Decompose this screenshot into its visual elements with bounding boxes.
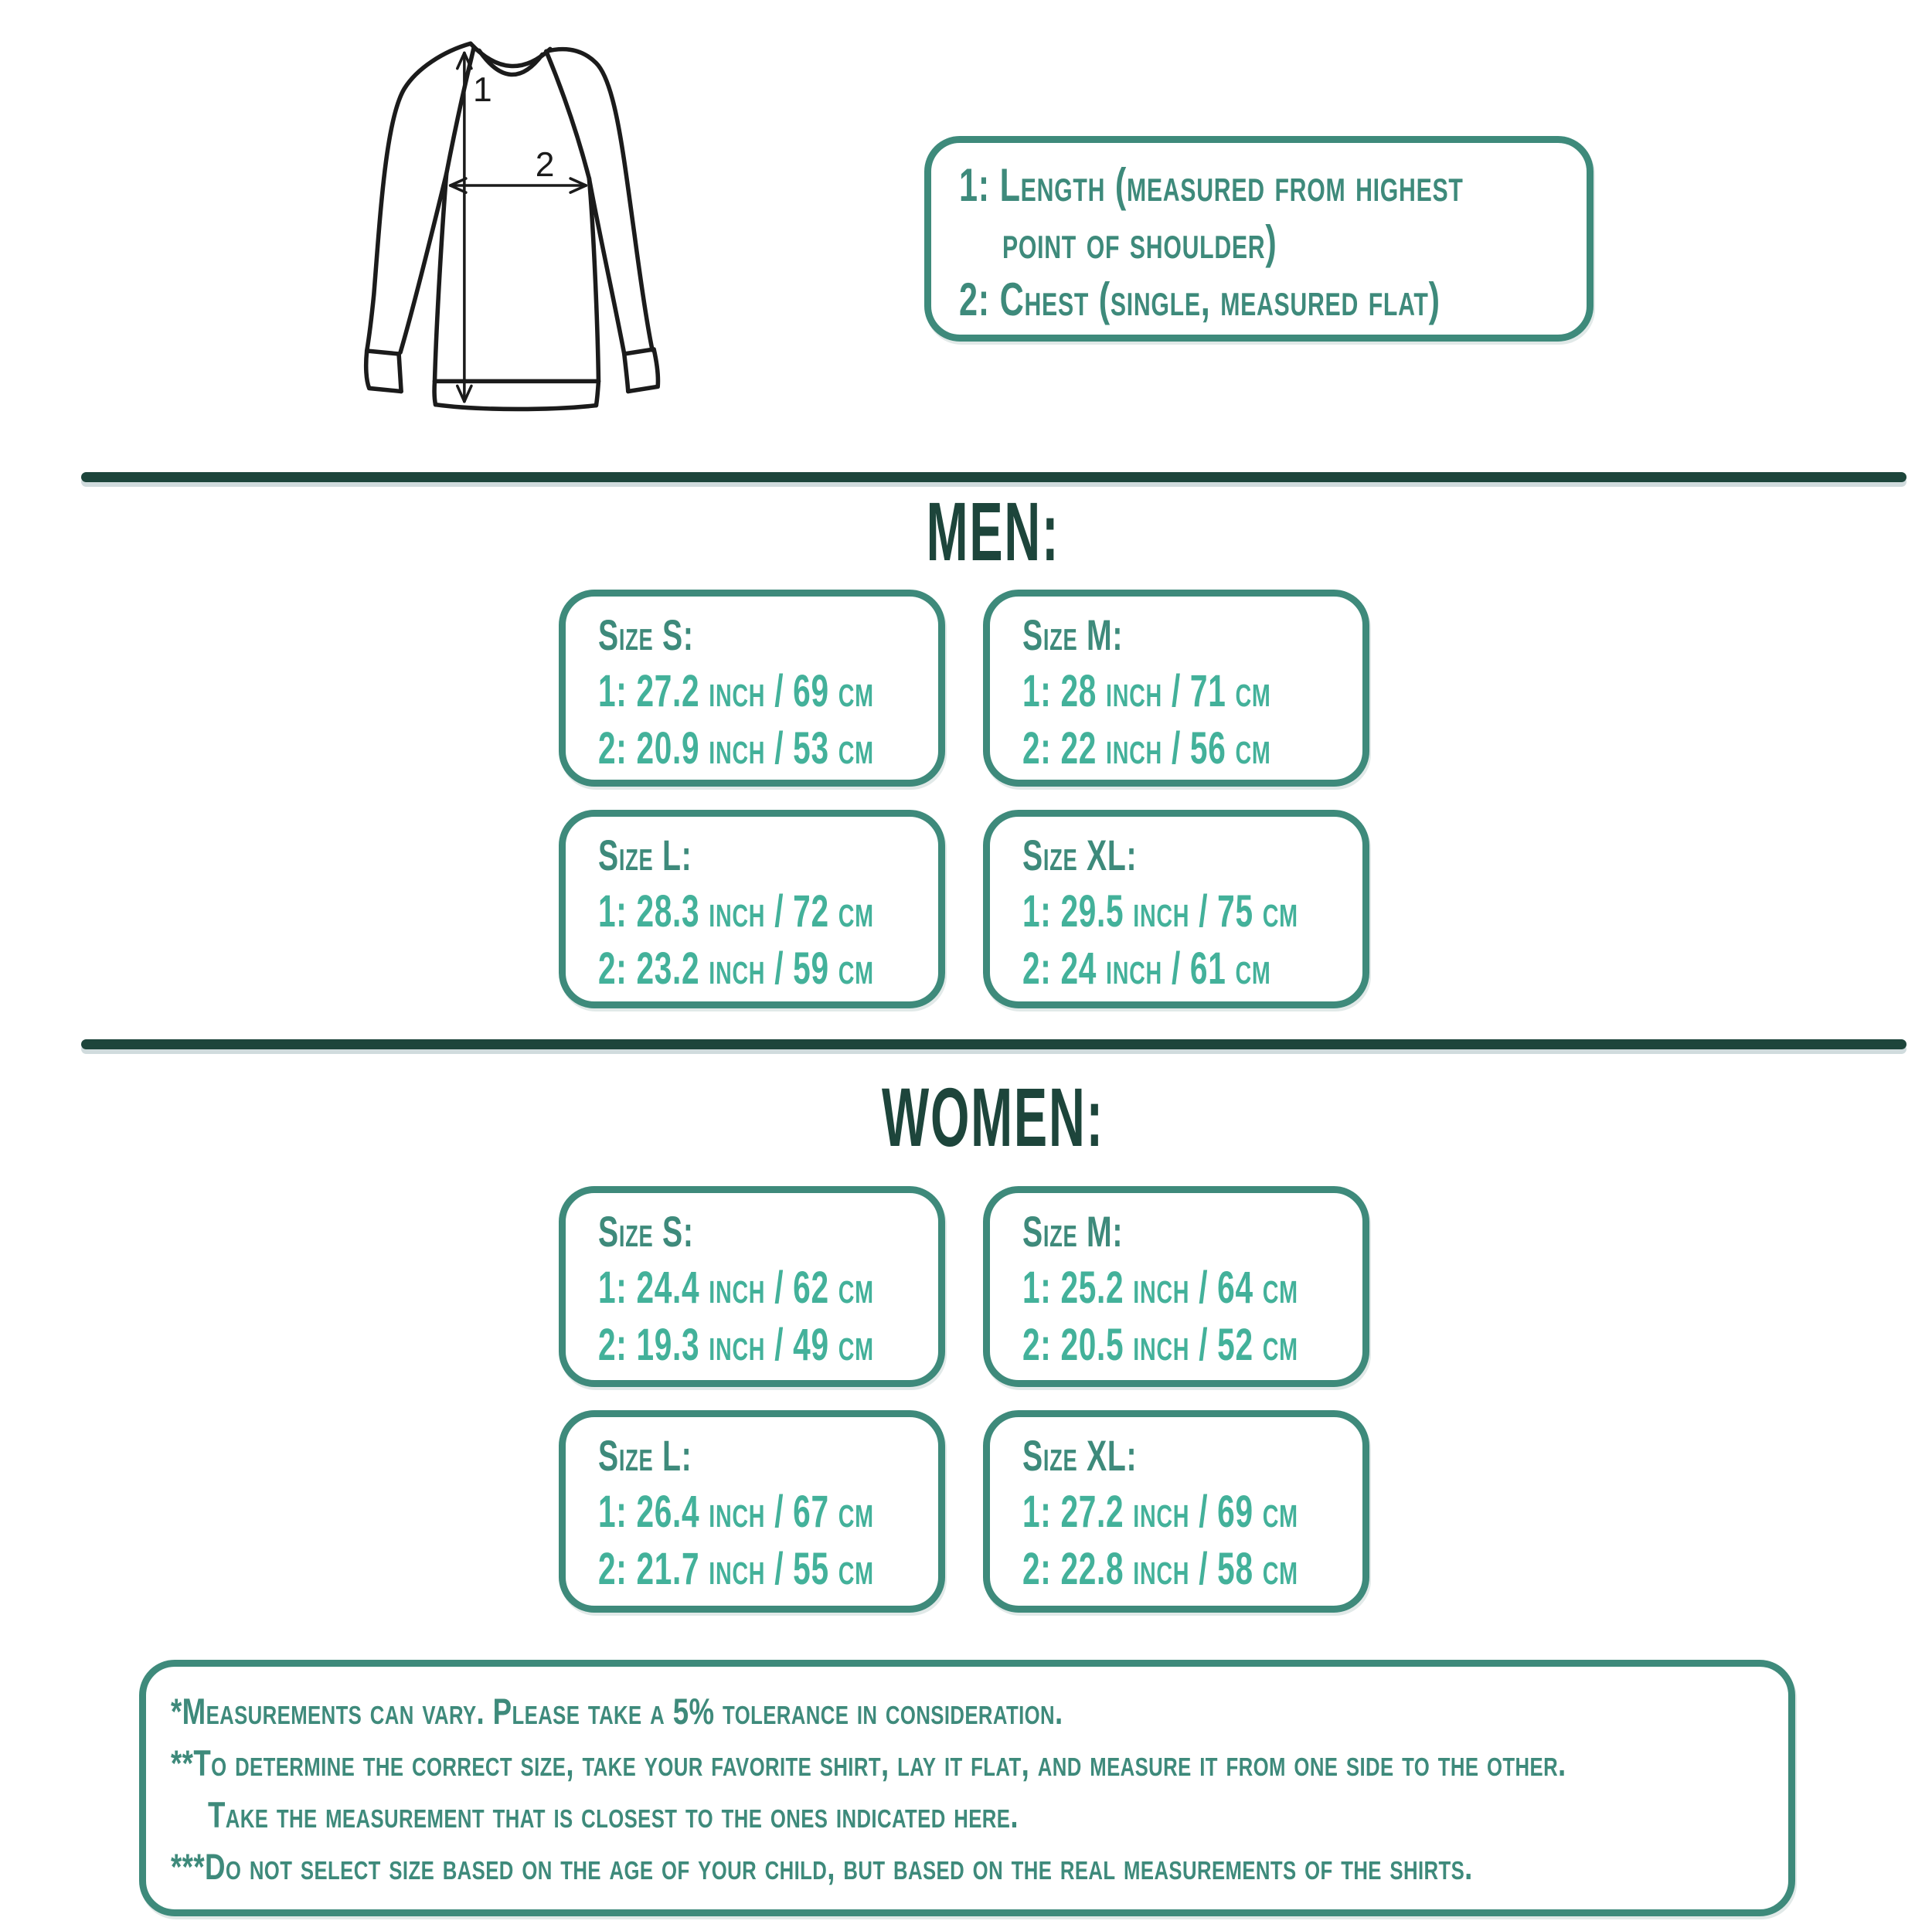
length-value: 1: 27.2 inch / 69 cm bbox=[598, 666, 874, 716]
section-divider bbox=[81, 472, 1906, 482]
women-size-m-box bbox=[983, 1186, 1369, 1387]
note-closest-measurement: Take the measurement that is closest to the ones indicated here. bbox=[208, 1794, 1019, 1835]
chest-value: 2: 22.8 inch / 58 cm bbox=[1022, 1544, 1298, 1594]
legend-length-line-1: 1: Length (measured from highest bbox=[959, 159, 1464, 211]
chest-value: 2: 23.2 inch / 59 cm bbox=[598, 943, 874, 994]
women-size-l-box bbox=[559, 1410, 945, 1613]
size-label: Size XL: bbox=[1022, 831, 1138, 879]
shirt-diagram bbox=[340, 14, 781, 435]
length-value: 1: 25.2 inch / 64 cm bbox=[1022, 1263, 1298, 1313]
notes-box bbox=[139, 1660, 1795, 1916]
size-label: Size L: bbox=[598, 831, 692, 879]
length-value: 1: 28.3 inch / 72 cm bbox=[598, 886, 874, 937]
note-determine-size: **To determine the correct size, take your favorite shirt, lay it flat, and measure it from one side to the other. bbox=[171, 1742, 1566, 1783]
length-value: 1: 24.4 inch / 62 cm bbox=[598, 1263, 874, 1313]
length-value: 1: 26.4 inch / 67 cm bbox=[598, 1487, 874, 1537]
length-value: 1: 27.2 inch / 69 cm bbox=[1022, 1487, 1298, 1537]
chest-value: 2: 22 inch / 56 cm bbox=[1022, 723, 1271, 773]
men-size-m-box bbox=[983, 590, 1369, 787]
chest-value: 2: 19.3 inch / 49 cm bbox=[598, 1320, 874, 1370]
size-label: Size M: bbox=[1022, 1207, 1124, 1256]
size-label: Size S: bbox=[598, 1207, 694, 1256]
chest-value: 2: 24 inch / 61 cm bbox=[1022, 943, 1271, 994]
note-tolerance: *Measurements can vary. Please take a 5% tolerance in consideration. bbox=[171, 1691, 1063, 1732]
chest-value: 2: 20.5 inch / 52 cm bbox=[1022, 1320, 1298, 1370]
length-value: 1: 28 inch / 71 cm bbox=[1022, 666, 1271, 716]
size-label: Size M: bbox=[1022, 610, 1124, 659]
measurement-legend-box bbox=[924, 136, 1594, 342]
shirt-outline-icon bbox=[366, 43, 658, 409]
women-section-title: WOMEN: bbox=[882, 1070, 1104, 1164]
chest-arrow bbox=[451, 178, 587, 192]
section-divider bbox=[81, 1039, 1906, 1049]
legend-length-line-2: point of shoulder) bbox=[1002, 216, 1277, 268]
size-label: Size S: bbox=[598, 610, 694, 659]
men-size-s-box bbox=[559, 590, 945, 787]
note-child-size: ***Do not select size based on the age of your child, but based on the real measurements of the shirts. bbox=[171, 1846, 1473, 1887]
size-label: Size L: bbox=[598, 1431, 692, 1480]
women-size-s-box bbox=[559, 1186, 945, 1387]
men-section-title: MEN: bbox=[926, 484, 1060, 578]
size-label: Size XL: bbox=[1022, 1431, 1138, 1480]
legend-chest-line: 2: Chest (single, measured flat) bbox=[959, 274, 1440, 325]
chest-value: 2: 20.9 inch / 53 cm bbox=[598, 723, 874, 773]
chest-value: 2: 21.7 inch / 55 cm bbox=[598, 1544, 874, 1594]
women-size-xl-box bbox=[983, 1410, 1369, 1613]
men-size-xl-box bbox=[983, 810, 1369, 1008]
arrow-2-label: 2 bbox=[535, 145, 555, 184]
men-size-l-box bbox=[559, 810, 945, 1008]
length-value: 1: 29.5 inch / 75 cm bbox=[1022, 886, 1298, 937]
arrow-1-label: 1 bbox=[472, 71, 492, 110]
